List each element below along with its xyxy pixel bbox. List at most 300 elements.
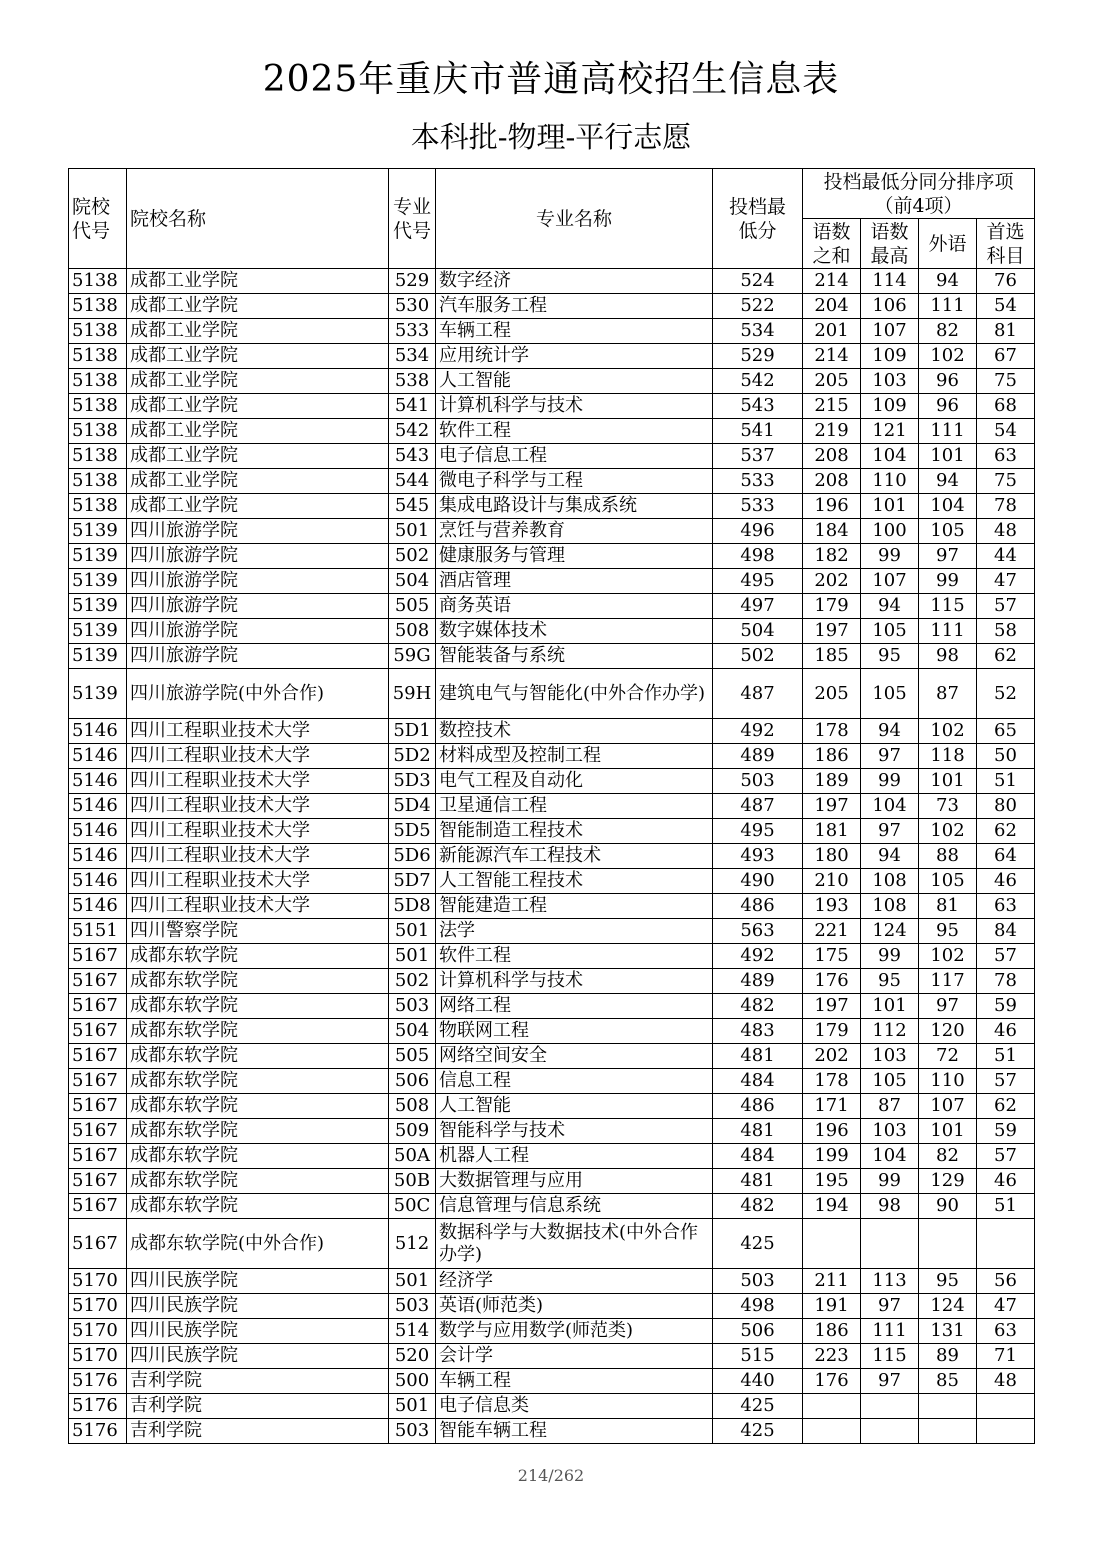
cell-foreign-language: 124: [919, 1294, 977, 1319]
cell-chinese-math-max: 112: [861, 1019, 919, 1044]
table-row: [69, 794, 1035, 819]
cell-min-score: 482: [713, 994, 803, 1019]
cell-major-name: 数据科学与大数据技术(中外合作办学): [436, 1219, 713, 1269]
cell-foreign-language: 102: [919, 719, 977, 744]
cell-major-name: 电子信息类: [436, 1394, 713, 1419]
cell-school-name: 成都工业学院: [127, 344, 389, 369]
cell-school-code: 5167: [69, 1144, 127, 1169]
cell-chinese-math-sum: 179: [803, 1019, 861, 1044]
cell-chinese-math-max: 97: [861, 744, 919, 769]
cell-preferred-subject: 57: [977, 1144, 1035, 1169]
cell-preferred-subject: 51: [977, 769, 1035, 794]
cell-major-code: 501: [389, 944, 436, 969]
cell-school-name: 四川工程职业技术大学: [127, 744, 389, 769]
cell-major-code: 541: [389, 394, 436, 419]
cell-min-score: 524: [713, 269, 803, 294]
table-row: [69, 919, 1035, 944]
cell-min-score: 533: [713, 469, 803, 494]
cell-major-name: 微电子科学与工程: [436, 469, 713, 494]
cell-chinese-math-sum: 214: [803, 269, 861, 294]
cell-foreign-language: 101: [919, 1119, 977, 1144]
cell-major-name: 网络空间安全: [436, 1044, 713, 1069]
cell-min-score: 486: [713, 1094, 803, 1119]
cell-school-code: 5146: [69, 894, 127, 919]
table-row: [69, 1194, 1035, 1219]
cell-chinese-math-max: 97: [861, 1369, 919, 1394]
cell-school-code: 5167: [69, 1194, 127, 1219]
cell-school-name: 成都东软学院: [127, 1019, 389, 1044]
cell-chinese-math-sum: 201: [803, 319, 861, 344]
cell-preferred-subject: 63: [977, 894, 1035, 919]
cell-major-code: 500: [389, 1369, 436, 1394]
cell-school-code: 5139: [69, 644, 127, 669]
cell-preferred-subject: 80: [977, 794, 1035, 819]
cell-major-code: 5D2: [389, 744, 436, 769]
cell-major-name: 智能建造工程: [436, 894, 713, 919]
cell-min-score: 425: [713, 1394, 803, 1419]
cell-major-name: 烹饪与营养教育: [436, 519, 713, 544]
cell-min-score: 498: [713, 1294, 803, 1319]
cell-chinese-math-max: 105: [861, 1069, 919, 1094]
table-row: [69, 394, 1035, 419]
cell-chinese-math-max: 111: [861, 1319, 919, 1344]
cell-foreign-language: 88: [919, 844, 977, 869]
cell-preferred-subject: 59: [977, 1119, 1035, 1144]
cell-major-code: 5D1: [389, 719, 436, 744]
cell-preferred-subject: [977, 1419, 1035, 1444]
cell-school-code: 5139: [69, 669, 127, 719]
cell-min-score: 489: [713, 744, 803, 769]
cell-chinese-math-max: 99: [861, 1169, 919, 1194]
cell-major-code: 5D4: [389, 794, 436, 819]
cell-school-code: 5146: [69, 794, 127, 819]
cell-min-score: 563: [713, 919, 803, 944]
cell-chinese-math-sum: 176: [803, 1369, 861, 1394]
cell-chinese-math-max: 94: [861, 594, 919, 619]
cell-chinese-math-max: [861, 1419, 919, 1444]
cell-foreign-language: 95: [919, 1269, 977, 1294]
cell-chinese-math-sum: 191: [803, 1294, 861, 1319]
cell-major-name: 物联网工程: [436, 1019, 713, 1044]
cell-school-name: 成都工业学院: [127, 419, 389, 444]
cell-major-code: 512: [389, 1219, 436, 1269]
cell-min-score: 495: [713, 819, 803, 844]
cell-foreign-language: 117: [919, 969, 977, 994]
cell-chinese-math-max: 115: [861, 1344, 919, 1369]
cell-major-name: 软件工程: [436, 419, 713, 444]
cell-min-score: 495: [713, 569, 803, 594]
cell-chinese-math-max: 104: [861, 1144, 919, 1169]
cell-chinese-math-max: 108: [861, 894, 919, 919]
cell-major-code: 505: [389, 594, 436, 619]
cell-chinese-math-sum: 208: [803, 444, 861, 469]
cell-preferred-subject: 47: [977, 1294, 1035, 1319]
cell-chinese-math-max: 97: [861, 819, 919, 844]
cell-chinese-math-sum: [803, 1219, 861, 1269]
cell-school-name: 成都东软学院(中外合作): [127, 1219, 389, 1269]
cell-school-code: 5167: [69, 1069, 127, 1094]
cell-school-name: 成都东软学院: [127, 1169, 389, 1194]
cell-school-code: 5138: [69, 419, 127, 444]
cell-major-name: 电子信息工程: [436, 444, 713, 469]
cell-chinese-math-max: [861, 1219, 919, 1269]
cell-preferred-subject: 62: [977, 819, 1035, 844]
cell-foreign-language: 82: [919, 319, 977, 344]
cell-foreign-language: 81: [919, 894, 977, 919]
cell-min-score: 490: [713, 869, 803, 894]
cell-school-code: 5170: [69, 1344, 127, 1369]
table-row: [69, 519, 1035, 544]
cell-foreign-language: 72: [919, 1044, 977, 1069]
table-row: [69, 744, 1035, 769]
cell-foreign-language: 97: [919, 994, 977, 1019]
cell-chinese-math-sum: 211: [803, 1269, 861, 1294]
cell-chinese-math-sum: 199: [803, 1144, 861, 1169]
cell-major-name: 经济学: [436, 1269, 713, 1294]
table-row: [69, 1144, 1035, 1169]
cell-chinese-math-sum: 193: [803, 894, 861, 919]
cell-major-name: 网络工程: [436, 994, 713, 1019]
cell-school-name: 成都东软学院: [127, 1094, 389, 1119]
cell-school-name: 四川旅游学院: [127, 594, 389, 619]
cell-school-name: 四川旅游学院: [127, 619, 389, 644]
cell-major-code: 502: [389, 969, 436, 994]
cell-major-name: 集成电路设计与集成系统: [436, 494, 713, 519]
cell-chinese-math-sum: 186: [803, 1319, 861, 1344]
cell-major-code: 5D5: [389, 819, 436, 844]
cell-chinese-math-max: 110: [861, 469, 919, 494]
cell-school-code: 5138: [69, 319, 127, 344]
cell-major-name: 人工智能: [436, 369, 713, 394]
cell-min-score: 503: [713, 769, 803, 794]
cell-major-name: 计算机科学与技术: [436, 394, 713, 419]
cell-foreign-language: 102: [919, 344, 977, 369]
cell-major-name: 数学与应用数学(师范类): [436, 1319, 713, 1344]
cell-major-code: 501: [389, 519, 436, 544]
cell-min-score: 496: [713, 519, 803, 544]
cell-preferred-subject: 71: [977, 1344, 1035, 1369]
cell-chinese-math-sum: 205: [803, 369, 861, 394]
cell-preferred-subject: 75: [977, 469, 1035, 494]
cell-major-code: 502: [389, 544, 436, 569]
cell-chinese-math-max: 109: [861, 344, 919, 369]
table-row: [69, 1369, 1035, 1394]
cell-major-name: 大数据管理与应用: [436, 1169, 713, 1194]
cell-min-score: 543: [713, 394, 803, 419]
cell-major-code: 520: [389, 1344, 436, 1369]
cell-min-score: 497: [713, 594, 803, 619]
cell-major-name: 商务英语: [436, 594, 713, 619]
cell-school-name: 四川民族学院: [127, 1269, 389, 1294]
cell-preferred-subject: 81: [977, 319, 1035, 344]
cell-major-code: 503: [389, 1419, 436, 1444]
cell-school-code: 5167: [69, 969, 127, 994]
cell-chinese-math-max: [861, 1394, 919, 1419]
cell-min-score: 487: [713, 669, 803, 719]
cell-min-score: 481: [713, 1044, 803, 1069]
table-row: [69, 944, 1035, 969]
cell-major-code: 50A: [389, 1144, 436, 1169]
cell-school-code: 5167: [69, 1219, 127, 1269]
cell-school-name: 四川工程职业技术大学: [127, 844, 389, 869]
cell-preferred-subject: [977, 1394, 1035, 1419]
cell-chinese-math-sum: 196: [803, 1119, 861, 1144]
cell-chinese-math-max: 94: [861, 719, 919, 744]
cell-school-code: 5146: [69, 744, 127, 769]
cell-chinese-math-sum: 178: [803, 719, 861, 744]
cell-foreign-language: 131: [919, 1319, 977, 1344]
cell-foreign-language: 82: [919, 1144, 977, 1169]
table-row: [69, 469, 1035, 494]
cell-school-code: 5139: [69, 569, 127, 594]
cell-chinese-math-max: 98: [861, 1194, 919, 1219]
cell-preferred-subject: 76: [977, 269, 1035, 294]
cell-preferred-subject: 75: [977, 369, 1035, 394]
cell-min-score: 484: [713, 1069, 803, 1094]
cell-school-code: 5138: [69, 469, 127, 494]
cell-chinese-math-sum: 178: [803, 1069, 861, 1094]
cell-major-code: 504: [389, 1019, 436, 1044]
cell-major-name: 计算机科学与技术: [436, 969, 713, 994]
header-major-name: 专业名称: [436, 169, 713, 269]
table-row: [69, 719, 1035, 744]
cell-school-name: 四川旅游学院: [127, 569, 389, 594]
cell-chinese-math-sum: 202: [803, 569, 861, 594]
cell-foreign-language: 120: [919, 1019, 977, 1044]
cell-preferred-subject: 64: [977, 844, 1035, 869]
table-row: [69, 1094, 1035, 1119]
cell-chinese-math-max: 103: [861, 1119, 919, 1144]
cell-major-code: 501: [389, 919, 436, 944]
cell-major-code: 503: [389, 994, 436, 1019]
cell-chinese-math-sum: 171: [803, 1094, 861, 1119]
cell-major-code: 501: [389, 1394, 436, 1419]
cell-major-code: 508: [389, 1094, 436, 1119]
cell-chinese-math-max: 94: [861, 844, 919, 869]
cell-major-name: 材料成型及控制工程: [436, 744, 713, 769]
cell-major-name: 机器人工程: [436, 1144, 713, 1169]
table-row: [69, 1394, 1035, 1419]
cell-min-score: 425: [713, 1419, 803, 1444]
header-chinese-math-max: 语数最高: [861, 219, 919, 269]
cell-chinese-math-max: 97: [861, 1294, 919, 1319]
cell-major-code: 530: [389, 294, 436, 319]
cell-school-code: 5176: [69, 1419, 127, 1444]
cell-major-name: 智能制造工程技术: [436, 819, 713, 844]
cell-school-code: 5146: [69, 819, 127, 844]
cell-foreign-language: [919, 1394, 977, 1419]
cell-chinese-math-max: 103: [861, 369, 919, 394]
cell-foreign-language: 102: [919, 944, 977, 969]
cell-school-name: 成都工业学院: [127, 369, 389, 394]
cell-major-name: 软件工程: [436, 944, 713, 969]
cell-preferred-subject: 54: [977, 294, 1035, 319]
cell-school-code: 5138: [69, 369, 127, 394]
cell-preferred-subject: 84: [977, 919, 1035, 944]
cell-chinese-math-sum: 197: [803, 994, 861, 1019]
cell-min-score: 504: [713, 619, 803, 644]
table-row: [69, 1419, 1035, 1444]
cell-chinese-math-sum: 182: [803, 544, 861, 569]
header-foreign-language: 外语: [919, 219, 977, 269]
cell-school-code: 5167: [69, 944, 127, 969]
cell-major-name: 人工智能工程技术: [436, 869, 713, 894]
cell-school-name: 四川旅游学院: [127, 644, 389, 669]
header-preferred-subject: 首选科目: [977, 219, 1035, 269]
cell-foreign-language: 94: [919, 469, 977, 494]
cell-school-name: 成都工业学院: [127, 394, 389, 419]
cell-chinese-math-sum: 210: [803, 869, 861, 894]
cell-chinese-math-max: 99: [861, 769, 919, 794]
cell-school-name: 吉利学院: [127, 1419, 389, 1444]
cell-preferred-subject: 48: [977, 1369, 1035, 1394]
cell-min-score: 522: [713, 294, 803, 319]
cell-foreign-language: 96: [919, 394, 977, 419]
cell-school-name: 吉利学院: [127, 1369, 389, 1394]
cell-major-code: 529: [389, 269, 436, 294]
cell-school-code: 5176: [69, 1394, 127, 1419]
cell-preferred-subject: 52: [977, 669, 1035, 719]
table-row: [69, 344, 1035, 369]
cell-school-name: 四川旅游学院(中外合作): [127, 669, 389, 719]
cell-min-score: 493: [713, 844, 803, 869]
cell-school-name: 四川旅游学院: [127, 544, 389, 569]
cell-major-name: 数字媒体技术: [436, 619, 713, 644]
cell-school-code: 5167: [69, 1019, 127, 1044]
cell-school-code: 5170: [69, 1319, 127, 1344]
cell-school-name: 四川工程职业技术大学: [127, 869, 389, 894]
cell-min-score: 515: [713, 1344, 803, 1369]
cell-preferred-subject: 57: [977, 594, 1035, 619]
cell-major-name: 法学: [436, 919, 713, 944]
cell-preferred-subject: 47: [977, 569, 1035, 594]
cell-major-name: 建筑电气与智能化(中外合作办学): [436, 669, 713, 719]
cell-min-score: 481: [713, 1169, 803, 1194]
header-chinese-math-sum: 语数之和: [803, 219, 861, 269]
cell-school-name: 四川工程职业技术大学: [127, 894, 389, 919]
cell-major-name: 信息工程: [436, 1069, 713, 1094]
cell-school-code: 5170: [69, 1294, 127, 1319]
cell-school-name: 成都工业学院: [127, 444, 389, 469]
table-row: [69, 969, 1035, 994]
cell-major-code: 533: [389, 319, 436, 344]
table-body: [69, 269, 1035, 1444]
cell-major-name: 汽车服务工程: [436, 294, 713, 319]
cell-chinese-math-max: 99: [861, 944, 919, 969]
cell-major-name: 卫星通信工程: [436, 794, 713, 819]
cell-major-code: 534: [389, 344, 436, 369]
table-row: [69, 844, 1035, 869]
cell-foreign-language: [919, 1419, 977, 1444]
cell-chinese-math-sum: 185: [803, 644, 861, 669]
cell-major-name: 英语(师范类): [436, 1294, 713, 1319]
header-tiebreak-group: 投档最低分同分排序项（前4项）: [803, 169, 1035, 219]
cell-major-code: 543: [389, 444, 436, 469]
cell-school-name: 四川旅游学院: [127, 519, 389, 544]
cell-preferred-subject: 68: [977, 394, 1035, 419]
table-row: [69, 1119, 1035, 1144]
cell-school-name: 成都工业学院: [127, 294, 389, 319]
cell-school-name: 四川工程职业技术大学: [127, 819, 389, 844]
table-row: [69, 319, 1035, 344]
cell-school-name: 成都工业学院: [127, 269, 389, 294]
cell-school-code: 5146: [69, 844, 127, 869]
cell-chinese-math-sum: 205: [803, 669, 861, 719]
cell-major-code: 50C: [389, 1194, 436, 1219]
table-row: [69, 1169, 1035, 1194]
cell-school-name: 四川民族学院: [127, 1319, 389, 1344]
cell-chinese-math-sum: 197: [803, 619, 861, 644]
cell-chinese-math-max: 114: [861, 269, 919, 294]
cell-major-name: 数控技术: [436, 719, 713, 744]
cell-school-name: 四川民族学院: [127, 1294, 389, 1319]
cell-major-code: 505: [389, 1044, 436, 1069]
cell-foreign-language: [919, 1219, 977, 1269]
cell-chinese-math-max: 105: [861, 669, 919, 719]
cell-major-code: 538: [389, 369, 436, 394]
cell-major-name: 应用统计学: [436, 344, 713, 369]
cell-school-code: 5138: [69, 394, 127, 419]
cell-major-name: 智能车辆工程: [436, 1419, 713, 1444]
cell-chinese-math-max: 109: [861, 394, 919, 419]
cell-preferred-subject: 59: [977, 994, 1035, 1019]
table-row: [69, 869, 1035, 894]
table-row: [69, 419, 1035, 444]
cell-min-score: 503: [713, 1269, 803, 1294]
cell-major-name: 人工智能: [436, 1094, 713, 1119]
cell-school-code: 5167: [69, 994, 127, 1019]
cell-chinese-math-sum: 223: [803, 1344, 861, 1369]
cell-min-score: 482: [713, 1194, 803, 1219]
cell-major-code: 5D6: [389, 844, 436, 869]
cell-chinese-math-sum: 196: [803, 494, 861, 519]
cell-preferred-subject: 78: [977, 969, 1035, 994]
cell-chinese-math-sum: 221: [803, 919, 861, 944]
cell-preferred-subject: 48: [977, 519, 1035, 544]
cell-school-code: 5167: [69, 1044, 127, 1069]
cell-chinese-math-sum: 186: [803, 744, 861, 769]
cell-min-score: 533: [713, 494, 803, 519]
cell-chinese-math-max: 104: [861, 444, 919, 469]
table-row: [69, 294, 1035, 319]
cell-foreign-language: 115: [919, 594, 977, 619]
cell-foreign-language: 96: [919, 369, 977, 394]
cell-min-score: 492: [713, 719, 803, 744]
cell-chinese-math-sum: 176: [803, 969, 861, 994]
table-row: [69, 594, 1035, 619]
cell-foreign-language: 94: [919, 269, 977, 294]
cell-major-code: 504: [389, 569, 436, 594]
cell-school-code: 5138: [69, 494, 127, 519]
cell-foreign-language: 85: [919, 1369, 977, 1394]
cell-foreign-language: 107: [919, 1094, 977, 1119]
cell-chinese-math-max: 113: [861, 1269, 919, 1294]
table-row: [69, 1019, 1035, 1044]
cell-foreign-language: 105: [919, 869, 977, 894]
cell-chinese-math-max: 103: [861, 1044, 919, 1069]
cell-major-code: 59H: [389, 669, 436, 719]
cell-school-code: 5138: [69, 444, 127, 469]
cell-school-name: 成都东软学院: [127, 1044, 389, 1069]
cell-major-code: 545: [389, 494, 436, 519]
cell-chinese-math-max: 100: [861, 519, 919, 544]
cell-preferred-subject: 44: [977, 544, 1035, 569]
header-school-name: 院校名称: [127, 169, 389, 269]
cell-major-code: 59G: [389, 644, 436, 669]
cell-chinese-math-max: 121: [861, 419, 919, 444]
cell-school-code: 5139: [69, 619, 127, 644]
cell-chinese-math-max: 101: [861, 494, 919, 519]
